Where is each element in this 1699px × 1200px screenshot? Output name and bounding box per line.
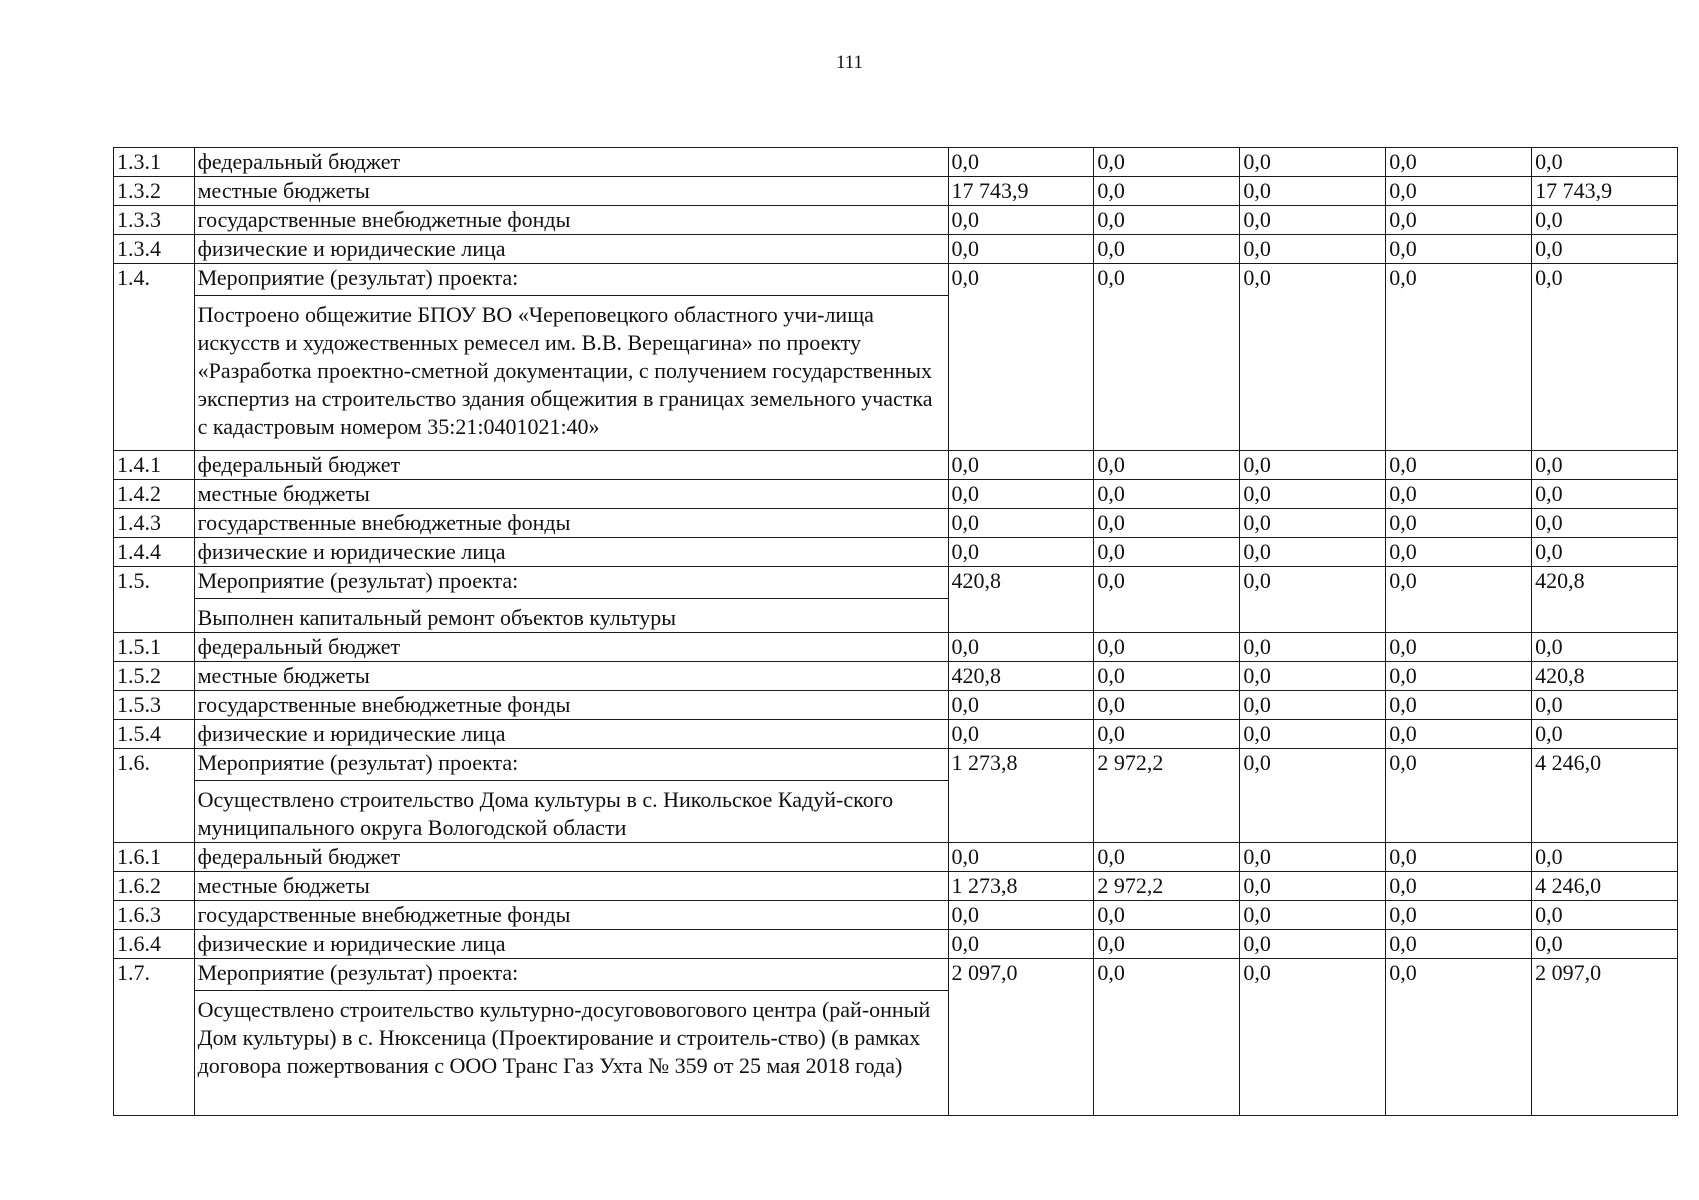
budget-table xyxy=(113,147,1678,1116)
amount-cell-4: 0,0 xyxy=(1386,451,1532,480)
table-row xyxy=(114,567,1678,633)
project-event-cell xyxy=(194,264,948,451)
project-event-description: Построено общежитие БПОУ ВО «Череповецкого областного учи-лища искусств и художественных ремесел им. В.В. Верещагина» по проекту «Разработка проектно-сметной документации, с получением государственных экспертиз на строительство здания общежития в границах земельного участка с кадастровым номером 35:21:0401021:40» xyxy=(197,302,933,439)
amount-cell-2: 0,0 xyxy=(1094,662,1240,691)
funding-source-name: физические и юридические лица xyxy=(194,538,948,567)
amount-cell-4: 0,0 xyxy=(1386,959,1532,1116)
amount-cell-5: 0,0 xyxy=(1532,538,1678,567)
amount-cell-2: 2 972,2 xyxy=(1094,872,1240,901)
funding-source-name: местные бюджеты xyxy=(194,480,948,509)
row-code: 1.4.2 xyxy=(114,480,195,509)
funding-source-name: федеральный бюджет xyxy=(194,451,948,480)
project-event-cell xyxy=(194,749,948,843)
funding-source-name: федеральный бюджет xyxy=(194,843,948,872)
amount-cell-1: 0,0 xyxy=(948,235,1094,264)
row-code: 1.4.1 xyxy=(114,451,195,480)
table-row xyxy=(114,662,1678,691)
amount-cell-5: 0,0 xyxy=(1532,901,1678,930)
amount-cell-4: 0,0 xyxy=(1386,567,1532,633)
amount-cell-1: 0,0 xyxy=(948,509,1094,538)
table-row xyxy=(114,148,1678,177)
amount-cell-3: 0,0 xyxy=(1240,843,1386,872)
row-code: 1.7. xyxy=(114,959,195,1116)
project-event-description: Осуществлено строительство Дома культуры в с. Никольское Кадуй-ского муниципального округа Вологодской области xyxy=(197,787,894,840)
amount-cell-2: 0,0 xyxy=(1094,843,1240,872)
table-row xyxy=(114,959,1678,1116)
amount-cell-3: 0,0 xyxy=(1240,872,1386,901)
amount-cell-1: 420,8 xyxy=(948,567,1094,633)
funding-source-name: физические и юридические лица xyxy=(194,930,948,959)
amount-cell-5: 0,0 xyxy=(1532,509,1678,538)
row-code: 1.4.4 xyxy=(114,538,195,567)
amount-cell-5: 0,0 xyxy=(1532,480,1678,509)
amount-cell-4: 0,0 xyxy=(1386,633,1532,662)
amount-cell-1: 0,0 xyxy=(948,901,1094,930)
table-row xyxy=(114,843,1678,872)
amount-cell-2: 0,0 xyxy=(1094,148,1240,177)
amount-cell-1: 0,0 xyxy=(948,633,1094,662)
funding-source-name: государственные внебюджетные фонды xyxy=(194,206,948,235)
row-code: 1.5.4 xyxy=(114,720,195,749)
table-row xyxy=(114,901,1678,930)
amount-cell-1: 0,0 xyxy=(948,148,1094,177)
amount-cell-5: 4 246,0 xyxy=(1532,872,1678,901)
amount-cell-1: 0,0 xyxy=(948,206,1094,235)
amount-cell-2: 0,0 xyxy=(1094,177,1240,206)
amount-cell-2: 2 972,2 xyxy=(1094,749,1240,843)
row-code: 1.3.1 xyxy=(114,148,195,177)
funding-source-name: местные бюджеты xyxy=(194,662,948,691)
amount-cell-5: 0,0 xyxy=(1532,235,1678,264)
amount-cell-2: 0,0 xyxy=(1094,567,1240,633)
amount-cell-1: 1 273,8 xyxy=(948,749,1094,843)
project-event-cell xyxy=(194,959,948,1116)
amount-cell-4: 0,0 xyxy=(1386,872,1532,901)
amount-cell-5: 0,0 xyxy=(1532,720,1678,749)
amount-cell-1: 0,0 xyxy=(948,843,1094,872)
table-row xyxy=(114,633,1678,662)
amount-cell-4: 0,0 xyxy=(1386,264,1532,451)
amount-cell-2: 0,0 xyxy=(1094,720,1240,749)
amount-cell-2: 0,0 xyxy=(1094,959,1240,1116)
amount-cell-3: 0,0 xyxy=(1240,749,1386,843)
amount-cell-4: 0,0 xyxy=(1386,691,1532,720)
amount-cell-3: 0,0 xyxy=(1240,451,1386,480)
amount-cell-4: 0,0 xyxy=(1386,720,1532,749)
amount-cell-4: 0,0 xyxy=(1386,148,1532,177)
amount-cell-4: 0,0 xyxy=(1386,206,1532,235)
amount-cell-4: 0,0 xyxy=(1386,538,1532,567)
project-event-description: Осуществлено строительство культурно-досугововогового центра (рай-онный Дом культуры) в с. Нюксеница (Проектирование и строитель-ство) (в рамках договора пожертвования с ООО Транс Газ Ухта № 359 от 25 мая 2018 года) xyxy=(197,997,931,1078)
row-code: 1.5. xyxy=(114,567,195,633)
budget-table-body xyxy=(114,148,1678,1116)
funding-source-name: местные бюджеты xyxy=(194,872,948,901)
amount-cell-3: 0,0 xyxy=(1240,662,1386,691)
amount-cell-4: 0,0 xyxy=(1386,901,1532,930)
row-code: 1.3.3 xyxy=(114,206,195,235)
row-code: 1.3.2 xyxy=(114,177,195,206)
amount-cell-5: 0,0 xyxy=(1532,691,1678,720)
amount-cell-5: 0,0 xyxy=(1532,264,1678,451)
amount-cell-2: 0,0 xyxy=(1094,206,1240,235)
amount-cell-5: 4 246,0 xyxy=(1532,749,1678,843)
table-row xyxy=(114,749,1678,843)
row-code: 1.6. xyxy=(114,749,195,843)
amount-cell-2: 0,0 xyxy=(1094,451,1240,480)
project-event-title: Мероприятие (результат) проекта: xyxy=(195,959,948,991)
table-row xyxy=(114,235,1678,264)
amount-cell-3: 0,0 xyxy=(1240,148,1386,177)
amount-cell-3: 0,0 xyxy=(1240,538,1386,567)
amount-cell-4: 0,0 xyxy=(1386,235,1532,264)
amount-cell-1: 17 743,9 xyxy=(948,177,1094,206)
amount-cell-1: 0,0 xyxy=(948,538,1094,567)
amount-cell-2: 0,0 xyxy=(1094,264,1240,451)
amount-cell-4: 0,0 xyxy=(1386,843,1532,872)
amount-cell-4: 0,0 xyxy=(1386,177,1532,206)
amount-cell-2: 0,0 xyxy=(1094,633,1240,662)
amount-cell-2: 0,0 xyxy=(1094,538,1240,567)
amount-cell-3: 0,0 xyxy=(1240,930,1386,959)
funding-source-name: федеральный бюджет xyxy=(194,148,948,177)
project-event-title: Мероприятие (результат) проекта: xyxy=(195,264,948,296)
amount-cell-3: 0,0 xyxy=(1240,480,1386,509)
amount-cell-1: 0,0 xyxy=(948,264,1094,451)
amount-cell-5: 420,8 xyxy=(1532,567,1678,633)
row-code: 1.6.4 xyxy=(114,930,195,959)
amount-cell-3: 0,0 xyxy=(1240,720,1386,749)
row-code: 1.5.3 xyxy=(114,691,195,720)
amount-cell-3: 0,0 xyxy=(1240,509,1386,538)
amount-cell-3: 0,0 xyxy=(1240,633,1386,662)
amount-cell-5: 420,8 xyxy=(1532,662,1678,691)
table-row xyxy=(114,177,1678,206)
amount-cell-3: 0,0 xyxy=(1240,177,1386,206)
amount-cell-1: 0,0 xyxy=(948,480,1094,509)
table-row xyxy=(114,509,1678,538)
amount-cell-4: 0,0 xyxy=(1386,509,1532,538)
amount-cell-1: 0,0 xyxy=(948,691,1094,720)
row-code: 1.4.3 xyxy=(114,509,195,538)
funding-source-name: государственные внебюджетные фонды xyxy=(194,901,948,930)
amount-cell-2: 0,0 xyxy=(1094,930,1240,959)
table-row xyxy=(114,930,1678,959)
amount-cell-5: 0,0 xyxy=(1532,930,1678,959)
amount-cell-5: 0,0 xyxy=(1532,451,1678,480)
amount-cell-4: 0,0 xyxy=(1386,930,1532,959)
amount-cell-2: 0,0 xyxy=(1094,691,1240,720)
amount-cell-1: 0,0 xyxy=(948,720,1094,749)
table-row xyxy=(114,691,1678,720)
amount-cell-2: 0,0 xyxy=(1094,480,1240,509)
row-code: 1.6.1 xyxy=(114,843,195,872)
funding-source-name: физические и юридические лица xyxy=(194,235,948,264)
amount-cell-5: 17 743,9 xyxy=(1532,177,1678,206)
amount-cell-4: 0,0 xyxy=(1386,749,1532,843)
amount-cell-1: 0,0 xyxy=(948,451,1094,480)
amount-cell-1: 420,8 xyxy=(948,662,1094,691)
amount-cell-5: 0,0 xyxy=(1532,206,1678,235)
project-event-cell xyxy=(194,567,948,633)
amount-cell-3: 0,0 xyxy=(1240,264,1386,451)
amount-cell-5: 0,0 xyxy=(1532,148,1678,177)
amount-cell-3: 0,0 xyxy=(1240,901,1386,930)
table-row xyxy=(114,264,1678,451)
table-row xyxy=(114,538,1678,567)
row-code: 1.6.3 xyxy=(114,901,195,930)
table-row xyxy=(114,480,1678,509)
amount-cell-3: 0,0 xyxy=(1240,567,1386,633)
project-event-description: Выполнен капитальный ремонт объектов культуры xyxy=(197,605,677,630)
amount-cell-1: 2 097,0 xyxy=(948,959,1094,1116)
project-event-title: Мероприятие (результат) проекта: xyxy=(195,567,948,599)
amount-cell-5: 0,0 xyxy=(1532,633,1678,662)
table-row xyxy=(114,720,1678,749)
amount-cell-3: 0,0 xyxy=(1240,691,1386,720)
row-code: 1.5.2 xyxy=(114,662,195,691)
amount-cell-4: 0,0 xyxy=(1386,480,1532,509)
row-code: 1.4. xyxy=(114,264,195,451)
amount-cell-5: 0,0 xyxy=(1532,843,1678,872)
funding-source-name: местные бюджеты xyxy=(194,177,948,206)
row-code: 1.5.1 xyxy=(114,633,195,662)
row-code: 1.3.4 xyxy=(114,235,195,264)
amount-cell-2: 0,0 xyxy=(1094,509,1240,538)
amount-cell-5: 2 097,0 xyxy=(1532,959,1678,1116)
funding-source-name: физические и юридические лица xyxy=(194,720,948,749)
amount-cell-1: 0,0 xyxy=(948,930,1094,959)
table-row xyxy=(114,206,1678,235)
amount-cell-2: 0,0 xyxy=(1094,235,1240,264)
amount-cell-3: 0,0 xyxy=(1240,235,1386,264)
funding-source-name: государственные внебюджетные фонды xyxy=(194,691,948,720)
table-row xyxy=(114,451,1678,480)
funding-source-name: государственные внебюджетные фонды xyxy=(194,509,948,538)
amount-cell-3: 0,0 xyxy=(1240,959,1386,1116)
amount-cell-1: 1 273,8 xyxy=(948,872,1094,901)
page-number: 111 xyxy=(835,52,864,73)
amount-cell-4: 0,0 xyxy=(1386,662,1532,691)
row-code: 1.6.2 xyxy=(114,872,195,901)
table-row xyxy=(114,872,1678,901)
amount-cell-3: 0,0 xyxy=(1240,206,1386,235)
amount-cell-2: 0,0 xyxy=(1094,901,1240,930)
funding-source-name: федеральный бюджет xyxy=(194,633,948,662)
project-event-title: Мероприятие (результат) проекта: xyxy=(195,749,948,781)
